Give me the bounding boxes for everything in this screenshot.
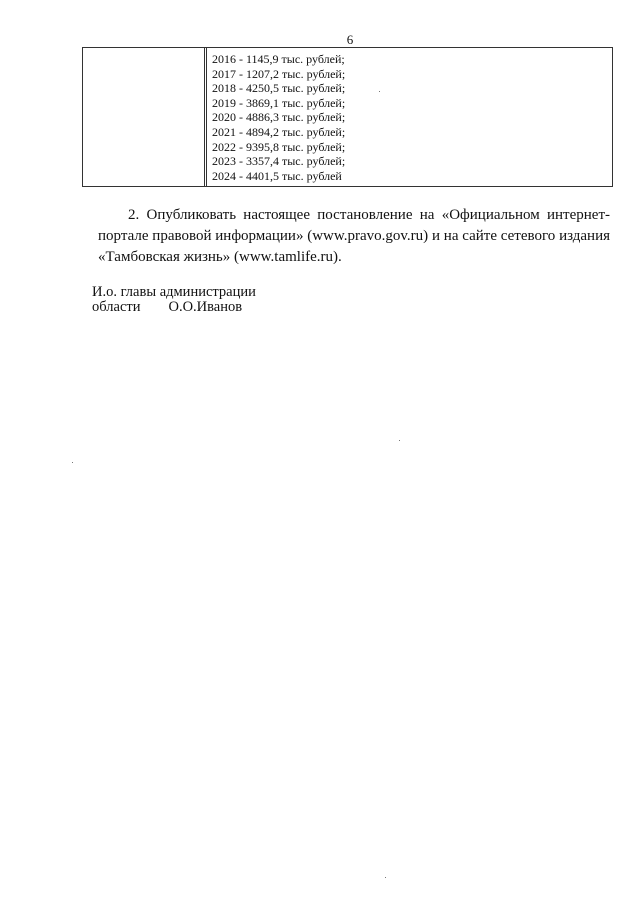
- signature-name: О.О.Иванов: [168, 299, 243, 315]
- signature-block: [92, 285, 256, 315]
- funding-line: 2018 - 4250,5 тыс. рублей;: [212, 81, 346, 96]
- table-cell-funding: [207, 48, 613, 187]
- table-cell-empty: [83, 48, 205, 187]
- funding-line: 2020 - 4886,3 тыс. рублей;: [212, 110, 346, 125]
- funding-line: 2023 - 3357,4 тыс. рублей;: [212, 154, 346, 169]
- funding-year-list: [207, 48, 612, 183]
- signature-line2: [92, 300, 256, 315]
- scan-speck: [379, 91, 380, 92]
- funding-line: 2017 - 1207,2 тыс. рублей;: [212, 66, 346, 81]
- signature-region: области: [92, 299, 141, 315]
- funding-line: 2016 - 1145,9 тыс. рублей;: [212, 52, 345, 66]
- funding-line: 2021 - 4894,2 тыс. рублей;: [212, 124, 346, 139]
- table-row: [83, 48, 613, 187]
- scan-speck: [399, 440, 400, 441]
- signature-title: И.о. главы администрации: [92, 284, 256, 300]
- paragraph-text: 2. Опубликовать настоящее постановление на «Официальном интернет-портале правовой информации» (www.pravo.gov.ru) и на сайте сетевого издания «Тамбовская жизнь» (www.tamlife.ru).: [98, 207, 610, 265]
- funding-table: [82, 47, 613, 187]
- funding-line: 2024 - 4401,5 тыс. рублей: [212, 168, 342, 183]
- paragraph-publication: [98, 205, 610, 268]
- scan-speck: [385, 877, 386, 878]
- funding-line: 2022 - 9395,8 тыс. рублей;: [212, 139, 346, 154]
- funding-line: 2019 - 3869,1 тыс. рублей;: [212, 95, 346, 110]
- scan-speck: [72, 462, 73, 463]
- page-number: 6: [346, 32, 354, 47]
